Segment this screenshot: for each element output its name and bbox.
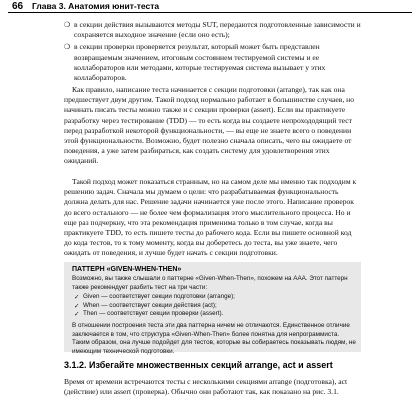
header-rule	[8, 12, 412, 13]
sidebar-intro: Возможно, вы также слышали о паттерне «Given-When-Then», похожем на AAA. Этот паттерн также рекомендует разбить тест на три части:	[72, 275, 348, 291]
checklist-item	[72, 302, 356, 311]
given-when-then-sidebar	[64, 262, 361, 355]
checklist-text: When — соответствует секции действия (act);	[83, 301, 217, 309]
checklist-text: Given — соответствует секции подготовки (arrange);	[83, 293, 235, 300]
chapter-title: Глава 3. Анатомия юнит-теста	[32, 1, 160, 11]
bullet-item	[64, 20, 364, 40]
paragraph: Такой подход может показаться странным, но на самом деле мы именно так подходим к решению задач. Сначала мы думаем о цели: что разрабатываемая функциональность должна делать для нас. Решение задачи начинается уже после этого. Написание проверок до всего остального — не более чем формализация этого мыслительного процесса. Но и еще раз подчеркну, что эта рекомендация применима только в том случае, когда вы практикуете TDD, то есть пишете тесты до рабочего кода. Если вы пишете основной код до кода тестов, то к тому моменту, когда вы доберетесь до теста, вы уже знаете, чего ожидать от поведения, и лучше будет начать с секции подготовки.	[64, 177, 357, 258]
bullet-text: в секции действия вызываются методы SUT, передаются подготовленные зависимости и сохраняется выходное значение (если оно есть);	[74, 20, 361, 40]
circle-bullet-icon: ❍	[64, 21, 71, 29]
sidebar-checklist	[72, 293, 356, 319]
check-icon: ✓	[74, 310, 80, 319]
bullet-text: в секции проверки проверяется результат, который может быть представлен возвращаемым значением, итоговым состоянием тестируемой системы и ее коллабораторов или методами, которые тестируемая система вызывает у этих коллабораторов.	[74, 42, 326, 83]
closing-paragraph: Время от времени встречаются тесты с несколькими секциями arrange (подготовка), act (действие) или assert (проверка). Обычно они работают так, как показано на рис. 3.1.	[64, 377, 348, 397]
check-icon: ✓	[74, 293, 80, 301]
check-icon: ✓	[74, 301, 80, 310]
checklist-item	[72, 310, 356, 319]
sidebar-title: ПАТТЕРН «GIVEN-WHEN-THEN»	[72, 266, 182, 273]
checklist-item	[72, 293, 356, 302]
bullet-item	[64, 42, 364, 83]
checklist-text: Then — соответствует секции проверки (assert).	[83, 310, 224, 318]
page-number: 66	[12, 1, 24, 12]
paragraph: Как правило, написание теста начинается с секции подготовки (arrange), так как она предшествует двум другим. Такой подход нормально работает в большинстве случаев, но начинать писать тесты можно также и с секции проверки (assert). Если вы практикуете разработку через тестирование (TDD) — то есть когда вы создаете непрохододящий тест перед разработкой некоторой функциональности, — вы еще не знаете всего о поведении этой функциональности. Возможно, будет полезно сначала описать, чего вы ожидаете от поведения, а уже затем разбираться, как создать систему для удовлетворения этих ожиданий.	[64, 85, 355, 166]
sidebar-outro: В отношении построения теста эти два паттерна ничем не отличаются. Единственное отличие заключается в том, что структура «Given-When-Then» более понятна для непрограммиста. Таким образом, она лучше подойдет для тестов, которые вы собираетесь показывать людям, не имеющим технической подготовки.	[72, 322, 356, 355]
section-heading: 3.1.2. Избегайте множественных секций arrange, act и assert	[64, 360, 333, 370]
bullet-list	[64, 20, 364, 85]
circle-bullet-icon: ❍	[64, 43, 71, 52]
